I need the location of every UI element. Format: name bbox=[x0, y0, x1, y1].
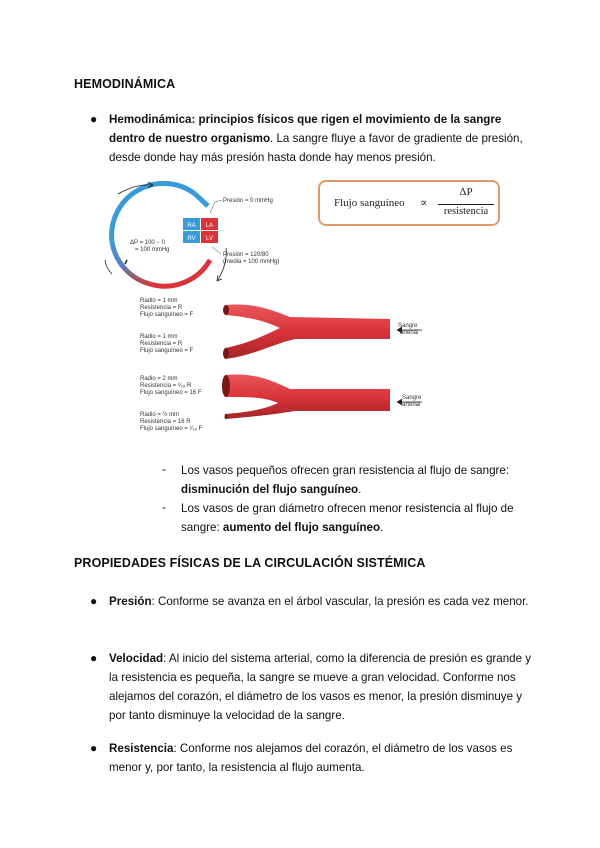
intro-paragraph bbox=[109, 110, 539, 167]
arrow-1-label-line1: Sangre bbox=[398, 323, 418, 329]
delta-p-label: ΔP = 100 − 0 bbox=[130, 240, 165, 246]
arrow-1-label-line2: arterial bbox=[400, 330, 419, 336]
formula-proportional: ∝ bbox=[420, 197, 428, 209]
flow-arrow-left bbox=[105, 260, 112, 274]
bullet-marker: ● bbox=[90, 112, 98, 126]
rv-label: RV bbox=[187, 236, 196, 242]
property-presion bbox=[109, 592, 539, 611]
resistance-label: Resistencia = R bbox=[140, 341, 183, 347]
dash-item-large-vessels bbox=[181, 499, 531, 537]
dash-text: Los vasos pequeños ofrecen gran resistencia al flujo de sangre: bbox=[181, 464, 510, 477]
venous-arc bbox=[112, 183, 195, 242]
bullet-marker: ● bbox=[90, 741, 98, 755]
formula-fraction-bar bbox=[438, 204, 494, 205]
pressure-low-label: Presión = 0 mmHg bbox=[223, 198, 273, 204]
section-heading-hemodinamica: HEMODINÁMICA bbox=[74, 77, 176, 91]
dash-bold: aumento del flujo sanguíneo bbox=[222, 521, 381, 534]
branching-vessel-equal bbox=[225, 305, 390, 360]
property-text: : Conforme nos alejamos del corazón, el diámetro de los vasos es menor y, por tanto, la resistencia al flujo aumenta. bbox=[109, 742, 513, 774]
radius-label: Radio = 2 mm bbox=[140, 376, 178, 382]
delta-p-value: = 100 mmHg bbox=[135, 247, 170, 253]
pressure-mean-label: (media = 100 mmHg) bbox=[223, 259, 280, 265]
vessels-diagram bbox=[140, 293, 440, 443]
arrow-2-label-line2: arterial bbox=[402, 402, 421, 408]
dash-bold: disminución del flujo sanguíneo bbox=[181, 483, 359, 496]
intro-rest: . La sangre fluye a favor de gradiente de presión, desde donde hay más presión hasta donde hay menos presión. bbox=[109, 132, 523, 164]
radius-label: Radio = 1 mm bbox=[140, 298, 178, 304]
bullet-marker: ● bbox=[90, 651, 98, 665]
bullet-marker: ● bbox=[90, 594, 98, 608]
property-text: : Conforme se avanza en el árbol vascular, la presión es cada vez menor. bbox=[151, 595, 529, 608]
intro-bold: Hemodinámica: principios físicos que rigen el movimiento de la sangre dentro de nuestro organismo bbox=[109, 113, 502, 145]
flow-formula-box bbox=[318, 180, 500, 226]
dash-text: Los vasos de gran diámetro ofrecen menor resistencia al flujo de sangre: bbox=[181, 502, 514, 534]
radius-label: Radio = ½ mm bbox=[140, 412, 180, 418]
dash-item-small-vessels bbox=[181, 461, 531, 499]
flow-label: Flujo sanguíneo = 16 F bbox=[140, 390, 202, 396]
property-term: Presión bbox=[109, 595, 152, 608]
property-term: Velocidad bbox=[109, 652, 164, 665]
lv-label: LV bbox=[206, 236, 213, 242]
resistance-label: Resistencia = ¹⁄₁₆ R bbox=[140, 383, 192, 389]
flow-label: Flujo sanguíneo = F bbox=[140, 312, 194, 318]
formula-flow: Flujo sanguíneo bbox=[334, 197, 405, 209]
dash-marker: - bbox=[162, 463, 166, 476]
la-label: LA bbox=[205, 223, 214, 229]
dash-end: . bbox=[380, 521, 384, 534]
resistance-label: Resistencia = 16 R bbox=[140, 419, 191, 425]
formula-numerator: ΔP bbox=[459, 186, 473, 198]
property-resistencia bbox=[109, 739, 539, 777]
pressure-high-label: Presión = 120/80 bbox=[223, 252, 269, 258]
section-heading-propiedades: PROPIEDADES FÍSICAS DE LA CIRCULACIÓN SISTÉMICA bbox=[74, 556, 426, 570]
formula-denominator: resistencia bbox=[443, 206, 489, 217]
radius-label: Radio = 1 mm bbox=[140, 334, 178, 340]
property-term: Resistencia bbox=[109, 742, 174, 755]
flow-label: Flujo sanguíneo = F bbox=[140, 348, 194, 354]
dash-end: . bbox=[358, 483, 362, 496]
property-text: : Al inicio del sistema arterial, como la diferencia de presión es grande y la resistencia es pequeña, la sangre se mueve a gran velocidad. Conforme nos alejamos del corazón, el diámetro de los vasos es menor, la presión disminuye y por tanto disminuye la velocidad de la sangre. bbox=[109, 652, 532, 722]
dash-marker: - bbox=[162, 501, 166, 514]
property-velocidad bbox=[109, 649, 539, 725]
flow-label: Flujo sanguíneo = ¹⁄₁₆ F bbox=[140, 426, 203, 432]
arrow-2-label-line1: Sangre bbox=[402, 395, 422, 401]
ra-label: RA bbox=[187, 223, 196, 229]
resistance-label: Resistencia = R bbox=[140, 305, 183, 311]
circulation-diagram bbox=[90, 180, 320, 295]
arterial-arc bbox=[150, 260, 210, 286]
branching-vessel-unequal bbox=[225, 375, 390, 419]
